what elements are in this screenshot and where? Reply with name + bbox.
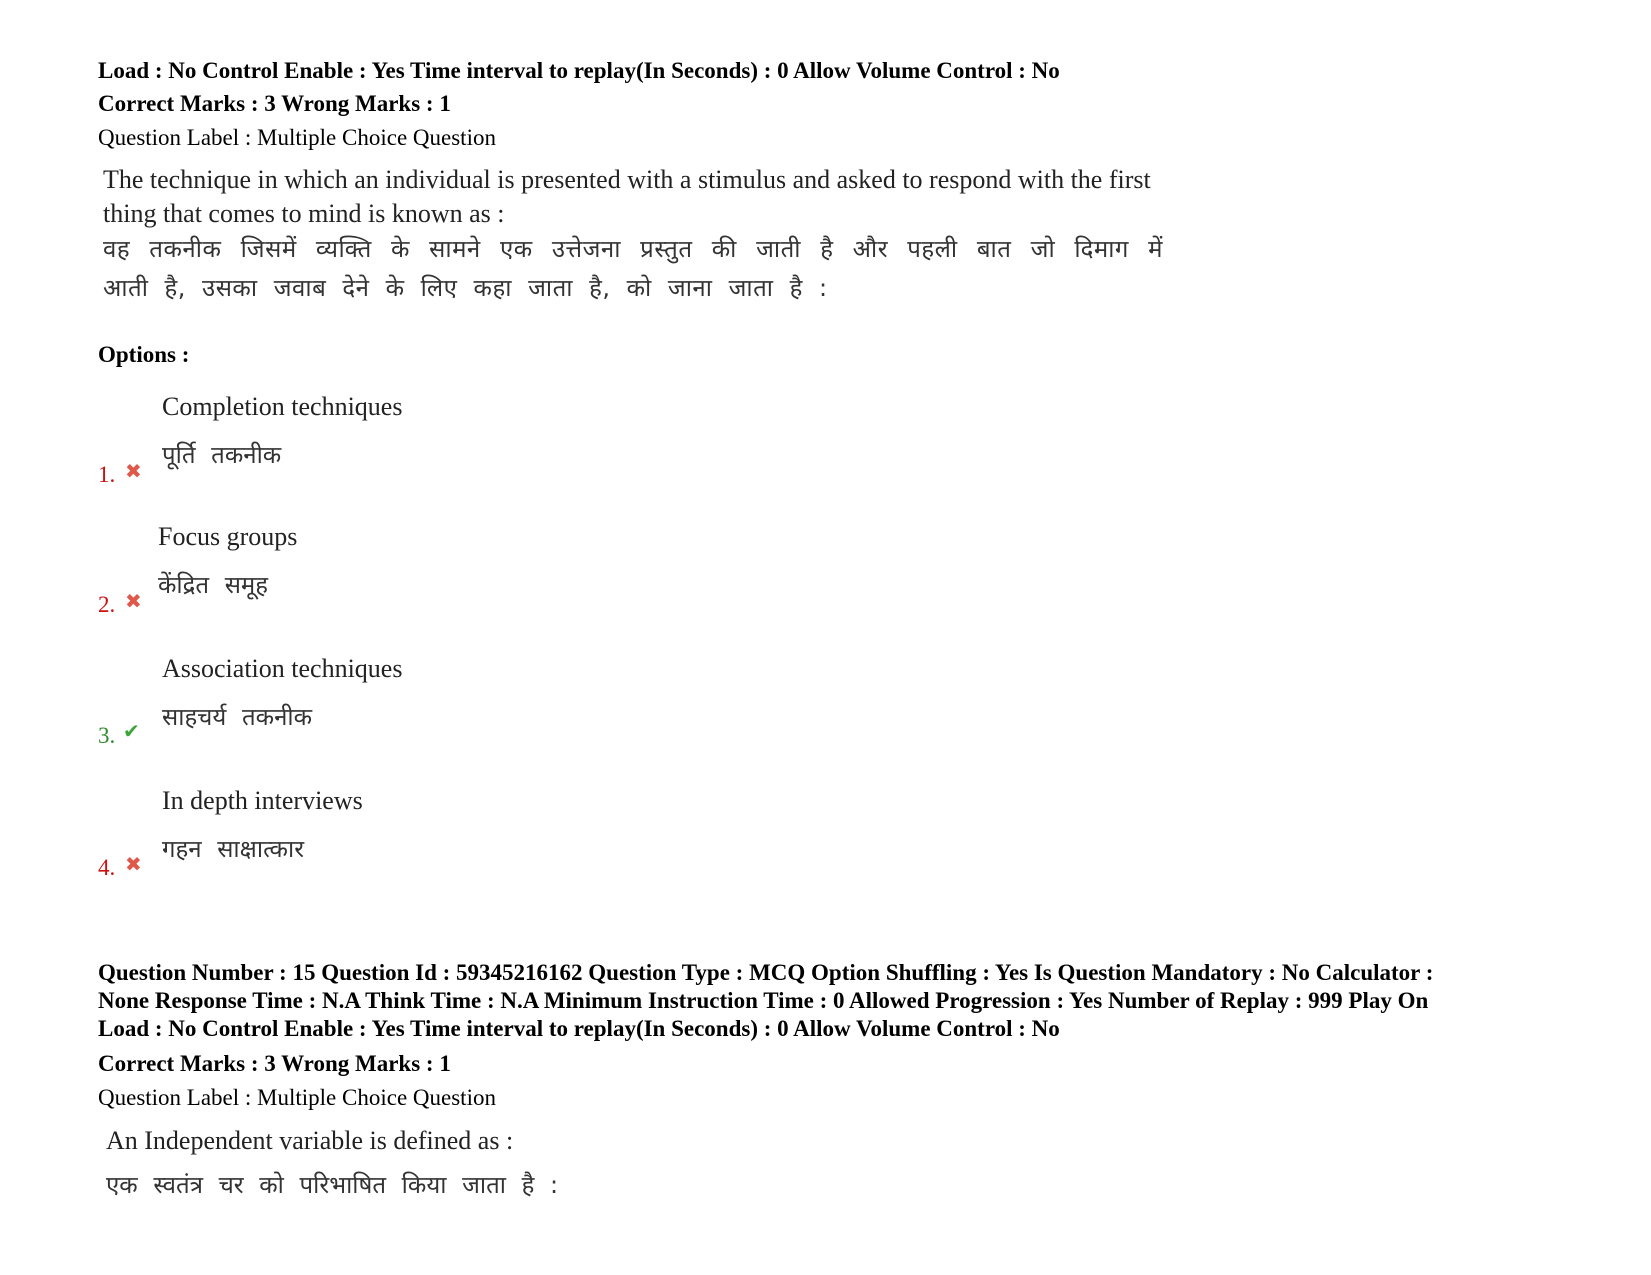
cross-icon: ✖ xyxy=(125,852,142,876)
q15-meta-line-2: None Response Time : N.A Think Time : N.A Minimum Instruction Time : 0 Allowed Progression : Yes Number of Replay : 999 Play On xyxy=(98,988,1429,1013)
option-3-text-hi: साहचर्य तकनीक xyxy=(162,703,313,731)
option-1-text-hi: पूर्ति तकनीक xyxy=(162,441,282,469)
option-3-number: 3. xyxy=(98,723,116,748)
q15-question-text-en: An Independent variable is defined as : xyxy=(106,1126,514,1155)
q15-question-text-hi: एक स्वतंत्र चर को परिभाषित किया जाता है : xyxy=(106,1171,559,1199)
option-2-number: 2. xyxy=(98,592,116,617)
option-4-number: 4. xyxy=(98,855,116,880)
q14-options-heading: Options : xyxy=(98,342,190,367)
cross-icon: ✖ xyxy=(125,459,142,483)
q14-question-text-en: The technique in which an individual is presented with a stimulus and asked to respond with the first thing that comes to mind is known as : xyxy=(103,165,1151,228)
q14-marks: Correct Marks : 3 Wrong Marks : 1 xyxy=(98,91,451,116)
option-4-text-hi: गहन साक्षात्कार xyxy=(162,835,305,863)
q14-question-text-hi: वह तकनीक जिसमें व्यक्ति के सामने एक उत्तेजना प्रस्तुत की जाती है और पहली बात जो दिमाग में आती है, उसका जवाब देने के लिए कहा जाता है, को जाना जाता है : xyxy=(103,235,1163,302)
cross-icon: ✖ xyxy=(125,589,142,613)
q15-marks: Correct Marks : 3 Wrong Marks : 1 xyxy=(98,1051,451,1076)
q14-question-label: Question Label : Multiple Choice Question xyxy=(98,125,496,150)
option-3-text-en: Association techniques xyxy=(162,654,403,683)
check-icon: ✔ xyxy=(123,719,140,743)
q15-meta-line-1: Question Number : 15 Question Id : 59345216162 Question Type : MCQ Option Shuffling : Yes Is Question Mandatory : No Calculator : xyxy=(98,960,1434,985)
q14-meta-line: Load : No Control Enable : Yes Time interval to replay(In Seconds) : 0 Allow Volume Control : No xyxy=(98,58,1060,83)
option-2-text-en: Focus groups xyxy=(158,522,298,551)
option-2-text-hi: केंद्रित समूह xyxy=(158,571,269,599)
q15-meta-line-3: Load : No Control Enable : Yes Time interval to replay(In Seconds) : 0 Allow Volume Control : No xyxy=(98,1016,1060,1041)
option-1-number: 1. xyxy=(98,462,116,487)
option-4-text-en: In depth interviews xyxy=(162,786,363,815)
option-1-text-en: Completion techniques xyxy=(162,392,403,421)
q15-question-label: Question Label : Multiple Choice Question xyxy=(98,1085,496,1110)
